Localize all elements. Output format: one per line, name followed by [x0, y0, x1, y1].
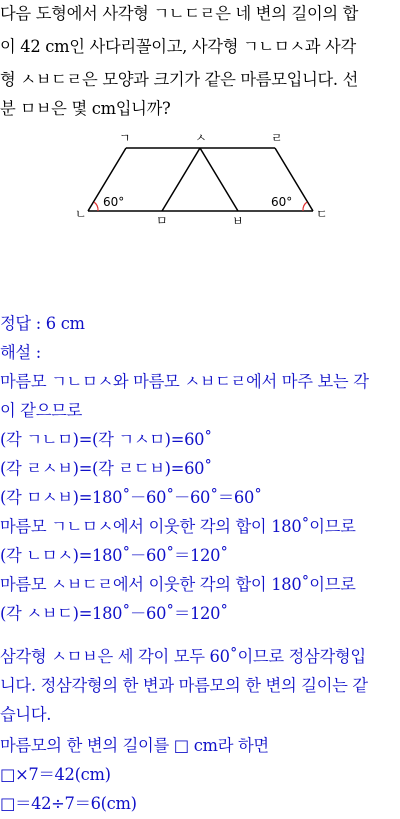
answer-line: 해설 : — [0, 343, 41, 362]
answer-line: 이 같으므로 — [0, 401, 83, 420]
answer-line: (각 ㄹㅅㅂ)=(각 ㄹㄷㅂ)=60˚ — [0, 459, 213, 478]
vertex-label-m: ㅁ — [156, 214, 168, 228]
trapezoid-figure — [70, 128, 340, 228]
answer-line: □＝42÷7＝6(cm) — [0, 794, 137, 813]
vertex-label-b: ㅂ — [232, 214, 244, 228]
answer-line: □×7＝42(cm) — [0, 765, 111, 784]
answer-line: (각 ㄴㅁㅅ)=180˚－60˚＝120˚ — [0, 546, 228, 565]
answer-line: (각 ㅅㅂㄷ)=180˚－60˚＝120˚ — [0, 604, 228, 623]
answer-line: (각 ㄱㄴㅁ)=(각 ㄱㅅㅁ)=60˚ — [0, 430, 213, 449]
vertex-label-r: ㄹ — [271, 131, 283, 145]
angle-label-left: 60° — [103, 195, 125, 209]
vertex-label-g: ㄱ — [119, 131, 131, 145]
vertex-label-s: ㅅ — [195, 131, 207, 145]
question-line: 이 42 cm인 사다리꼴이고, 사각형 ㄱㄴㅁㅅ과 사각 — [0, 37, 356, 56]
answer-line: 마름모의 한 변의 길이를 □ cm라 하면 — [0, 736, 269, 755]
segment-s-m — [162, 148, 200, 211]
segment-s-b — [200, 148, 238, 211]
answer-line: 습니다. — [0, 705, 52, 724]
question-line: 형 ㅅㅂㄷㄹ은 모양과 크기가 같은 마름모입니다. 선 — [0, 70, 359, 89]
answer-line: (각 ㅁㅅㅂ)=180˚－60˚－60˚＝60˚ — [0, 488, 262, 507]
question-line: 다음 도형에서 사각형 ㄱㄴㄷㄹ은 네 변의 길이의 합 — [0, 4, 359, 23]
angle-label-right: 60° — [271, 195, 293, 209]
answer-line: 마름모 ㅅㅂㄷㄹ에서 이웃한 각의 합이 180˚이므로 — [0, 575, 356, 594]
answer-line: 니다. 정삼각형의 한 변과 마름모의 한 변의 길이는 같 — [0, 676, 368, 695]
vertex-label-n: ㄴ — [75, 207, 87, 221]
angle-arc-right — [303, 202, 307, 211]
answer-line: 정답 : 6 cm — [0, 314, 85, 333]
question-line: 분 ㅁㅂ은 몇 cm입니까? — [0, 99, 171, 118]
vertex-label-d: ㄷ — [316, 207, 328, 221]
answer-line: 마름모 ㄱㄴㅁㅅ에서 이웃한 각의 합이 180˚이므로 — [0, 517, 356, 536]
angle-arc-left — [94, 202, 98, 211]
answer-line: 마름모 ㄱㄴㅁㅅ와 마름모 ㅅㅂㄷㄹ에서 마주 보는 각 — [0, 372, 369, 391]
answer-line: 삼각형 ㅅㅁㅂ은 세 각이 모두 60˚이므로 정삼각형입 — [0, 647, 366, 666]
